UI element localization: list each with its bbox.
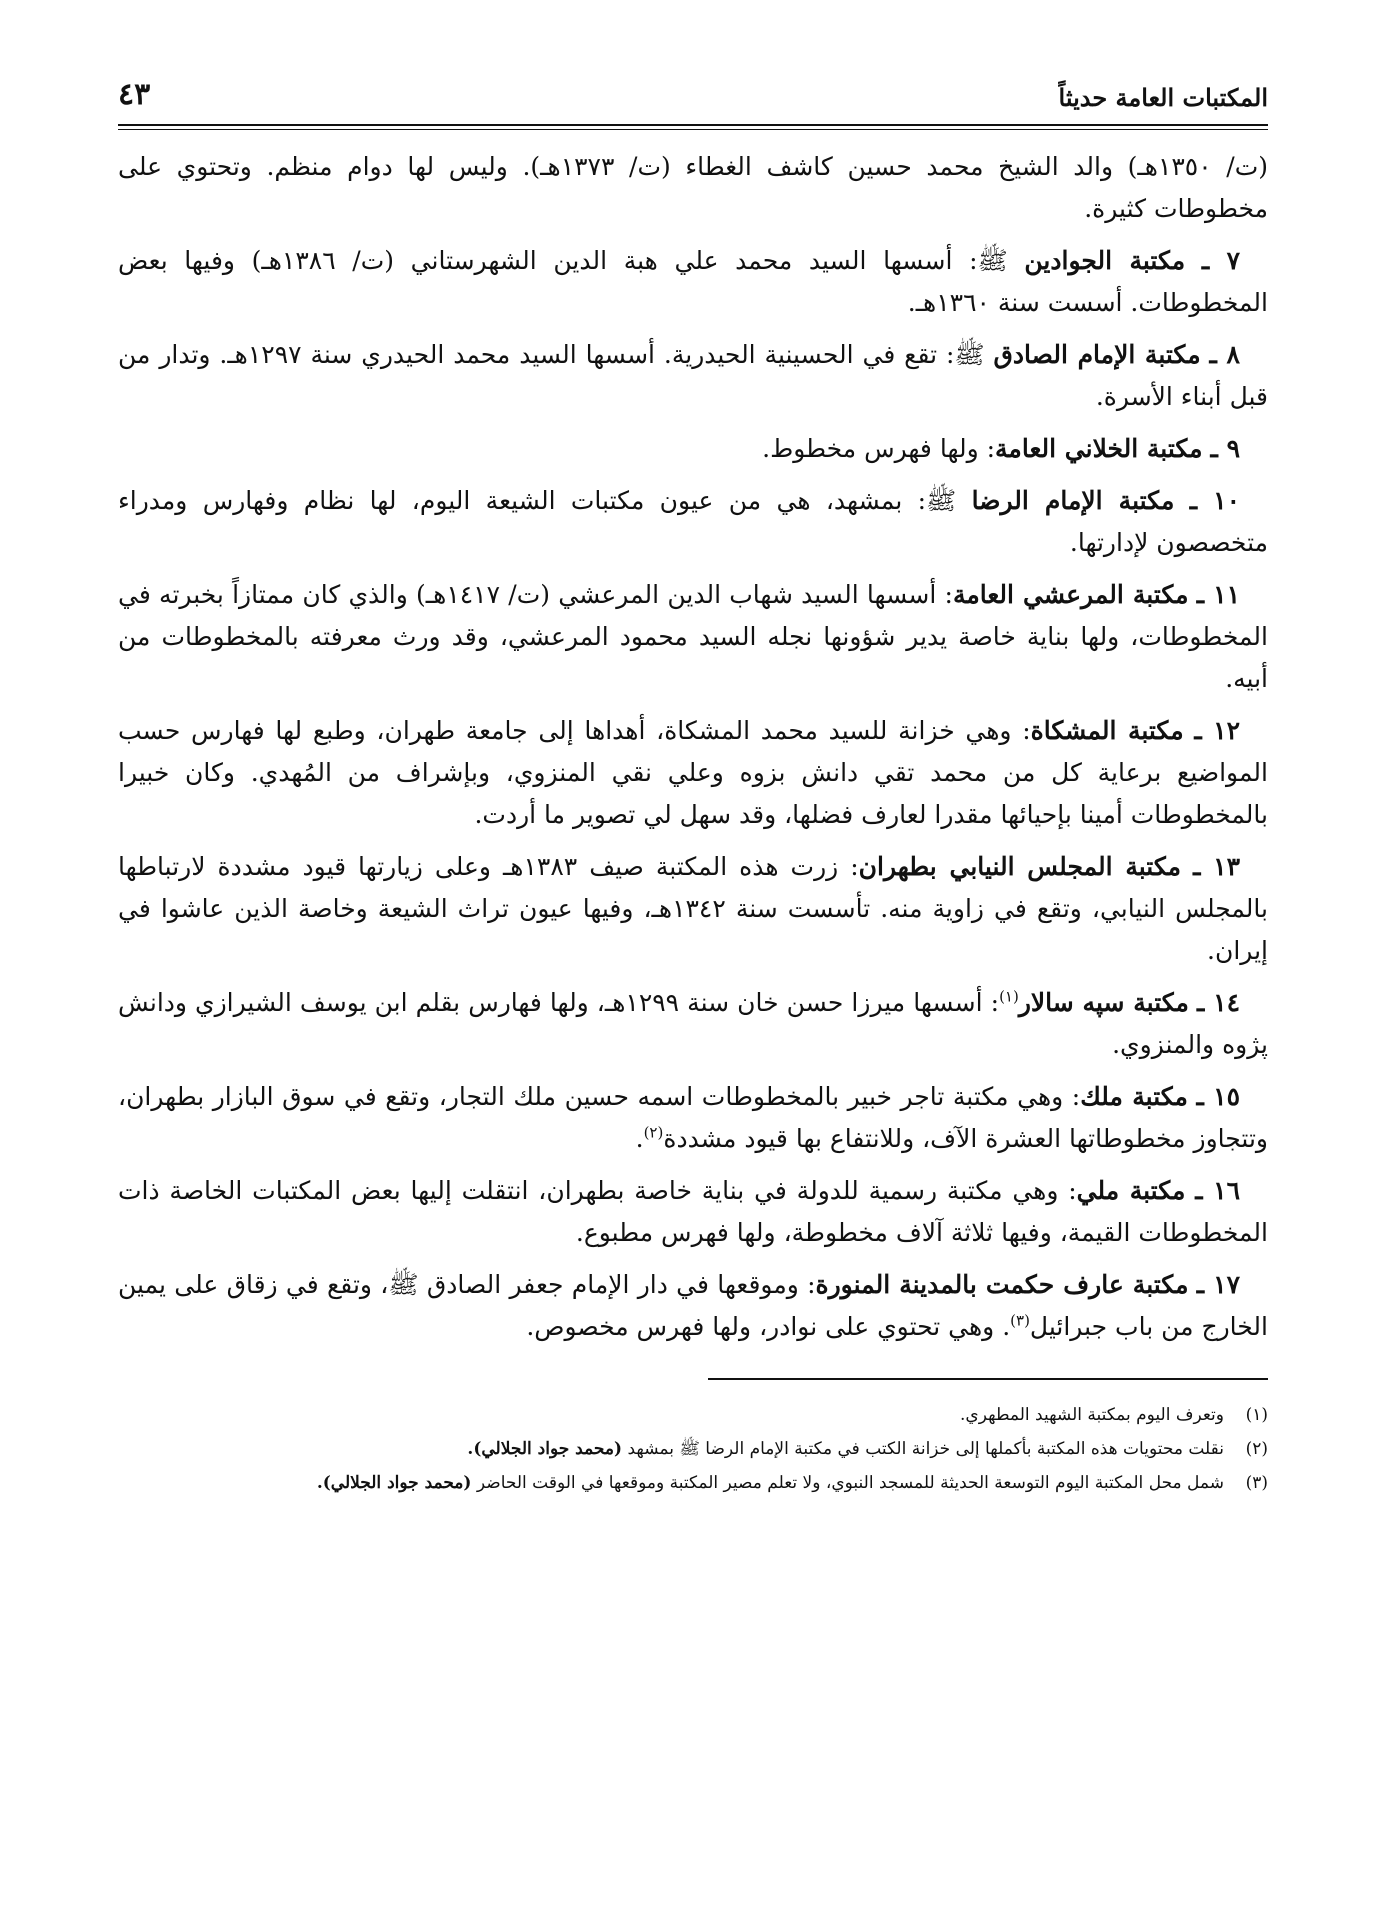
entry-title: مكتبة عارف حكمت بالمدينة المنورة (815, 1270, 1189, 1299)
entry-title: مكتبة الإمام الصادق (993, 340, 1201, 369)
entry-text: أسسها السيد شهاب الدين المرعشي (ت/ ١٤١٧هـ) والذي كان ممتازاً بخبرته في المخطوطات، ولها بناية خاصة يدير شؤونها نجله السيد محمود المرعشي، وقد ورث معرفته بالمخطوطات من أبيه. (118, 580, 1268, 693)
entry-text: ولها فهرس مخطوط. (762, 434, 979, 463)
entry-title: مكتبة الجوادين (1024, 246, 1186, 275)
footnotes (118, 1400, 1268, 1498)
header-rule-thick (118, 124, 1268, 126)
entry-text: بمشهد، هي من عيون مكتبات الشيعة اليوم، لها نظام وفهارس ومدراء متخصصون لإدارتها. (118, 486, 1268, 557)
entry-number: ١١ ـ (1196, 580, 1240, 609)
footnote (118, 1400, 1268, 1430)
entry-text: زرت هذه المكتبة صيف ١٣٨٣هـ وعلى زيارتها قيود مشددة لارتباطها بالمجلس النيابي، وتقع في زاوية منه. تأسست سنة ١٣٤٢هـ، وفيها عيون تراث الشيعة وخاصة الذين عاشوا في إيران. (118, 852, 1269, 965)
entry-number: ١٥ ـ (1196, 1082, 1241, 1111)
entry-number: ١٢ ـ (1194, 716, 1241, 745)
entry-text: وهي مكتبة تاجر خبير بالمخطوطات اسمه حسين ملك التجار، وتقع في سوق البازار بطهران، وتتجاوز مخطوطاتها العشرة الآف، وللانتفاع بها قيود مشددة (118, 1082, 1268, 1153)
entry-text: وموقعها في دار الإمام جعفر الصادق ﷺ، وتقع في زقاق على يمين الخارج من باب جبرائيل (118, 1270, 1268, 1341)
library-entry: ١٥ ـ مكتبة ملك: وهي مكتبة تاجر خبير بالمخطوطات اسمه حسين ملك التجار، وتقع في سوق البازار بطهران، وتتجاوز مخطوطاتها العشرة الآف، وللانتفاع بها قيود مشددة$^{(٢)}$. (118, 1082, 1268, 1153)
footnote (118, 1468, 1268, 1498)
library-entry: ١٣ ـ مكتبة المجلس النيابي بطهران: زرت هذه المكتبة صيف ١٣٨٣هـ وعلى زيارتها قيود مشددة لارتباطها بالمجلس النيابي، وتقع في زاوية منه. تأسست سنة ١٣٤٢هـ، وفيها عيون تراث الشيعة وخاصة الذين عاشوا في إيران. (118, 852, 1269, 965)
entry-text: وهي مكتبة رسمية للدولة في بناية خاصة بطهران، انتقلت إليها بعض المكتبات الخاصة ذات المخطوطات القيمة، وفيها ثلاثة آلاف مخطوطة، ولها فهرس مطبوع. (118, 1176, 1268, 1247)
entry-number: ٩ ـ (1210, 434, 1240, 463)
footnote-separator (708, 1378, 1268, 1380)
footnote-ref: (٣) (1010, 1311, 1030, 1330)
entry-title: مكتبة ملي (1076, 1176, 1186, 1205)
entry-title: مكتبة الإمام الرضا (971, 486, 1175, 515)
library-entry: ١٢ ـ مكتبة المشكاة: وهي خزانة للسيد محمد المشكاة، أهداها إلى جامعة طهران، وطبع لها فهارس حسب المواضيع برعاية كل من محمد تقي دانش بزوه وعلي نقي المنزوي، وبإشراف من المُهدي. وكان خبيرا بالمخطوطات أمينا بإحيائها مقدرا لعارف فضلها، وقد سهل لي تصوير ما أردت. (118, 716, 1268, 829)
entry-title: مكتبة المرعشي العامة (952, 580, 1189, 609)
footnote (118, 1434, 1268, 1464)
footnote-mark: (٢) (1245, 1439, 1268, 1459)
entry-text: وهي خزانة للسيد محمد المشكاة، أهداها إلى جامعة طهران، وطبع لها فهارس حسب المواضيع برعاية كل من محمد تقي دانش بزوه وعلي نقي المنزوي، وبإشراف من المُهدي. وكان خبيرا بالمخطوطات أمينا بإحيائها مقدرا لعارف فضلها، وقد سهل لي تصوير ما أردت. (118, 716, 1268, 829)
footnote-mark: (١) (1245, 1405, 1268, 1425)
footnote-text: وتعرف اليوم بمكتبة الشهيد المطهري. (960, 1405, 1224, 1425)
footnote-text: نقلت محتويات هذه المكتبة بأكملها إلى خزانة الكتب في مكتبة الإمام الرضا ﷺ بمشهد (محمد جواد الجلالي). (467, 1439, 1224, 1459)
library-entry: ٩ ـ مكتبة الخلاني العامة: ولها فهرس مخطوط. (762, 434, 1240, 463)
entry-title: مكتبة سپه سالار (1018, 988, 1189, 1017)
footnote-ref: (٢) (643, 1123, 664, 1142)
entry-number: ١٠ ـ (1189, 486, 1240, 515)
entry-title: مكتبة ملك (1080, 1082, 1188, 1111)
entry-text: أسسها السيد محمد علي هبة الدين الشهرستاني (ت/ ١٣٨٦هـ) وفيها بعض المخطوطات. أسست سنة ١٣٦٠هـ. (118, 246, 1268, 317)
entry-number: ١٦ ـ (1195, 1176, 1240, 1205)
entry-number: ٧ ـ (1201, 246, 1240, 275)
page (118, 60, 1268, 1502)
entry-number: ١٧ ـ (1196, 1270, 1241, 1299)
footnote-text: شمل محل المكتبة اليوم التوسعة الحديثة للمسجد النبوي، ولا تعلم مصير المكتبة وموقعها في الوقت الحاضر (محمد جواد الجلالي). (316, 1473, 1224, 1493)
entry-number: ١٣ ـ (1193, 852, 1240, 881)
footnote-mark: (٣) (1245, 1473, 1268, 1493)
paragraph-continuation: (ت/ ١٣٥٠هـ) والد الشيخ محمد حسين كاشف الغطاء (ت/ ١٣٧٣هـ). وليس لها دوام منظم. وتحتوي على مخطوطات كثيرة. (118, 152, 1268, 223)
entry-title: مكتبة المشكاة (1030, 716, 1184, 745)
running-title: المكتبات العامة حديثاً (1058, 83, 1268, 112)
library-entry: ٧ ـ مكتبة الجوادين ﷺ: أسسها السيد محمد علي هبة الدين الشهرستاني (ت/ ١٣٨٦هـ) وفيها بعض المخطوطات. أسست سنة ١٣٦٠هـ. (118, 246, 1268, 317)
entry-number: ٨ ـ (1209, 340, 1240, 369)
running-header (118, 60, 1268, 118)
library-entry: ١١ ـ مكتبة المرعشي العامة: أسسها السيد شهاب الدين المرعشي (ت/ ١٤١٧هـ) والذي كان ممتازاً بخبرته في المخطوطات، ولها بناية خاصة يدير شؤونها نجله السيد محمود المرعشي، وقد ورث معرفته بالمخطوطات من أبيه. (118, 580, 1268, 693)
body-text (118, 146, 1268, 1348)
library-entry: ١٠ ـ مكتبة الإمام الرضا ﷺ: بمشهد، هي من عيون مكتبات الشيعة اليوم، لها نظام وفهارس ومدراء متخصصون لإدارتها. (118, 486, 1268, 557)
entry-text: تقع في الحسينية الحيدرية. أسسها السيد محمد الحيدري سنة ١٢٩٧هـ. وتدار من قبل أبناء الأسرة. (118, 340, 1268, 411)
entry-text: أسسها ميرزا حسن خان سنة ١٢٩٩هـ، ولها فهارس بقلم ابن يوسف الشيرازي ودانش پژوه والمنزوي. (118, 988, 1268, 1059)
page-number: ٤٣ (118, 77, 151, 112)
footnote-ref: (١) (999, 987, 1019, 1006)
header-rule-thin (118, 129, 1268, 130)
library-entry: ٨ ـ مكتبة الإمام الصادق ﷺ: تقع في الحسينية الحيدرية. أسسها السيد محمد الحيدري سنة ١٢٩٧هـ. وتدار من قبل أبناء الأسرة. (118, 340, 1268, 411)
entry-title: مكتبة الخلاني العامة (995, 434, 1203, 463)
library-entry: ١٦ ـ مكتبة ملي: وهي مكتبة رسمية للدولة في بناية خاصة بطهران، انتقلت إليها بعض المكتبات الخاصة ذات المخطوطات القيمة، وفيها ثلاثة آلاف مخطوطة، ولها فهرس مطبوع. (118, 1176, 1268, 1247)
library-entry: ١٤ ـ مكتبة سپه سالار$^{(١)}$: أسسها ميرزا حسن خان سنة ١٢٩٩هـ، ولها فهارس بقلم ابن يوسف الشيرازي ودانش پژوه والمنزوي. (118, 987, 1268, 1059)
entry-title: مكتبة المجلس النيابي بطهران (858, 852, 1182, 881)
library-entry: ١٧ ـ مكتبة عارف حكمت بالمدينة المنورة: وموقعها في دار الإمام جعفر الصادق ﷺ، وتقع في زقاق على يمين الخارج من باب جبرائيل$^{(٣)}$. وهي تحتوي على نوادر، ولها فهرس مخصوص. (118, 1270, 1268, 1341)
entry-number: ١٤ ـ (1197, 988, 1241, 1017)
